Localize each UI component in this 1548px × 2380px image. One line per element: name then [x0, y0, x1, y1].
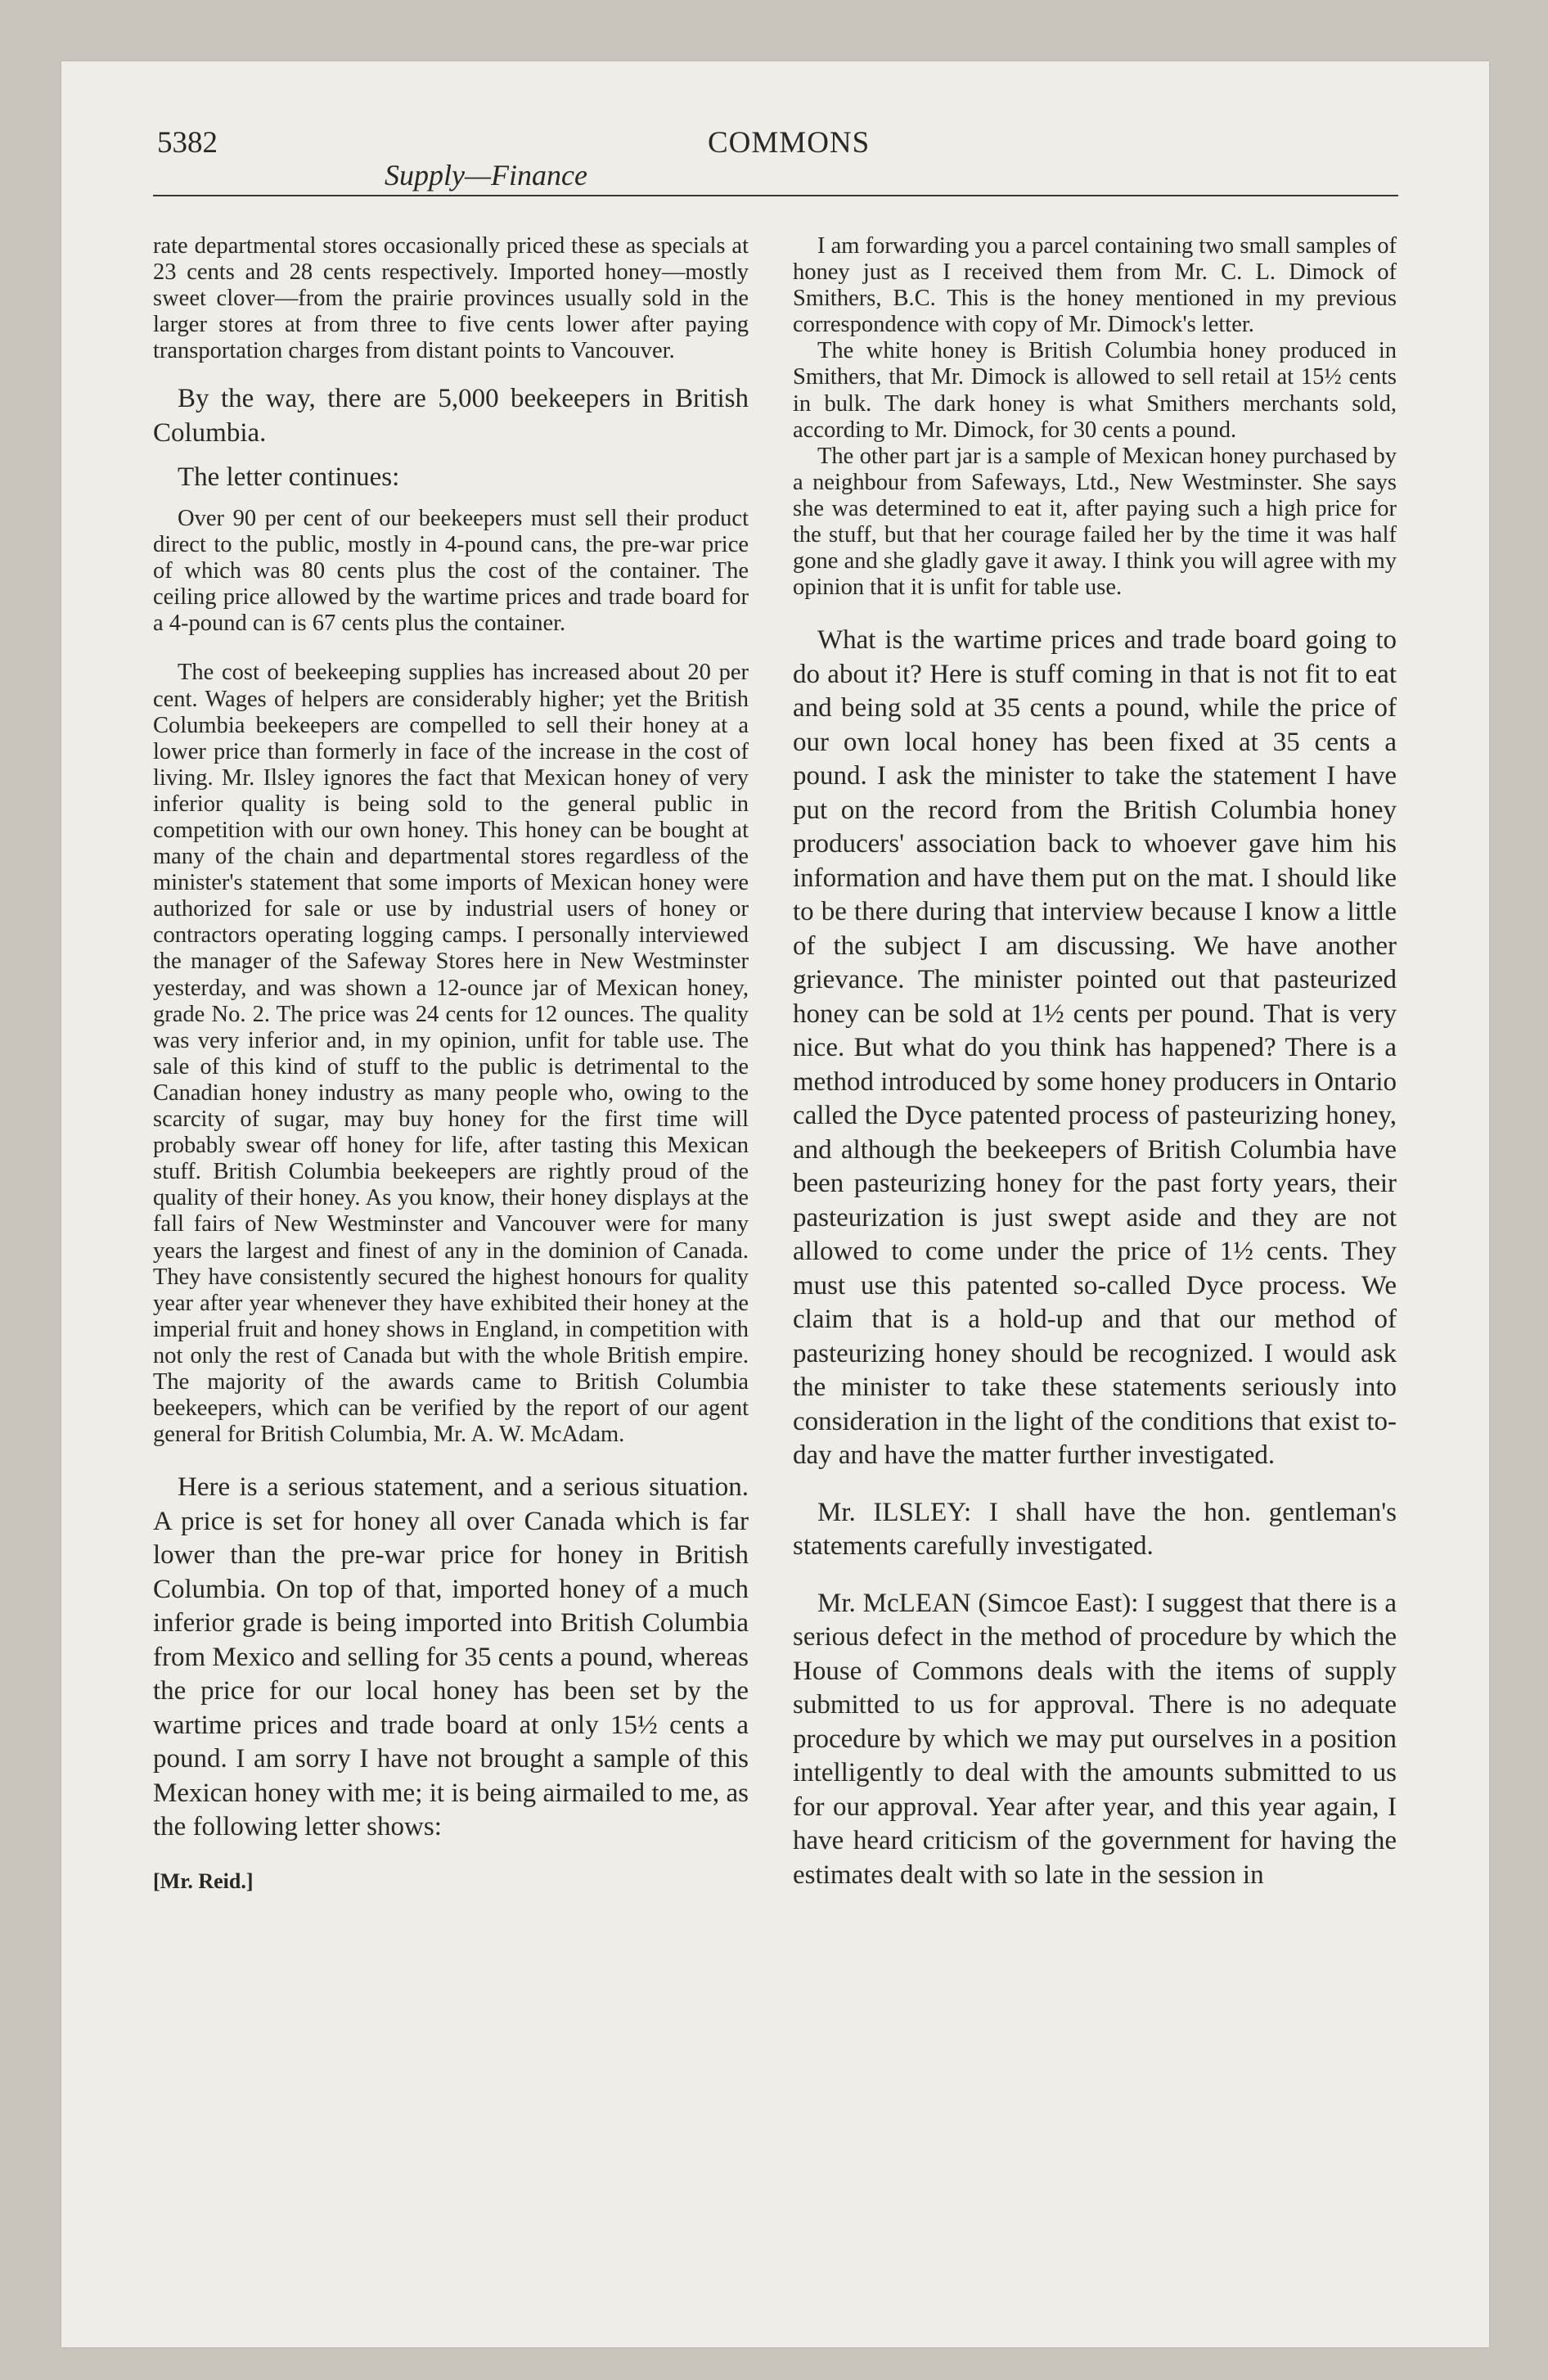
paragraph: What is the wartime prices and trade board going to do about it? Here is stuff coming in that is not fit to eat and being sold at 35 cents a pound, while the price of our own local honey has been fixed at 35 cents a pound. I ask the minister to take the statement I have put on the record from the British Columbia honey producers' association back to whoever gave him his information and have them put on the mat. I should like to be there during that interview because I know a little of the subject I am discussing. We have another grievance. The minister pointed out that pasteurized honey can be sold at 1½ cents per pound. That is very nice. But what do you think has happened? There is a method introduced by some honey producers in Ontario called the Dyce patented process of pasteurizing honey, and although the beekeepers of British Columbia have been pasteurizing honey for the past forty years, their pasteurization is just swept aside and they are not allowed to come under the price of 1½ cents. They must use this patented so-called Dyce process. We claim that is a hold-up and that our method of pasteurizing honey should be recognized. I would ask the minister to take these statements seriously into consideration in the light of the conditions that exist to-day and have the matter further investigated.: [793, 625, 1397, 1471]
paragraph: The letter continues:: [178, 462, 400, 493]
quoted-paragraph: The other part jar is a sample of Mexican honey purchased by a neighbour from Safeways, Ltd., New Westminster. She says she was determined to eat it, after paying such a high price for the stuff, but that her courage failed her by the time it was half gone and she gladly gave it away. I think you will agree with my opinion that it is unfit for table use.: [793, 443, 1397, 601]
paragraph: Mr. ILSLEY: I shall have the hon. gentleman's statements carefully investigated.: [793, 1497, 1397, 1562]
paragraph: rate departmental stores occasionally priced these as specials at 23 cents and 28 cents respectively. Imported honey—mostly sweet clover—from the prairie provinces usually sold in the larger stores at from three to five cents lower after paying transportation charges from distant points to Vancouver.: [153, 233, 749, 364]
page-number: 5382: [157, 126, 218, 160]
speaker-reference: [Mr. Reid.]: [153, 1868, 254, 1893]
paragraph: By the way, there are 5,000 beekeepers in British Columbia.: [153, 384, 749, 448]
quoted-paragraph: Over 90 per cent of our beekeepers must sell their product direct to the public, mostly in 4-pound cans, the pre-war price of which was 80 cents plus the cost of the container. The ceiling price allowed by the wartime prices and trade board for a 4-pound can is 67 cents plus the container.: [153, 505, 749, 637]
page-subtitle: Supply—Finance: [385, 159, 587, 192]
page: [61, 61, 1489, 2347]
left-column: [153, 233, 749, 1894]
paragraph: Mr. McLEAN (Simcoe East): I suggest that there is a serious defect in the method of procedure by which the House of Commons deals with the items of supply submitted to us for approval. There is no adequate procedure by which we may put ourselves in a position intelligently to deal with the amounts submitted to us for our approval. Year after year, and this year again, I have heard criticism of the government for having the estimates dealt with so late in the session in: [793, 1588, 1397, 1890]
quoted-paragraph: The cost of beekeeping supplies has increased about 20 per cent. Wages of helpers are considerably higher; yet the British Columbia beekeepers are compelled to sell their honey at a lower price than formerly in face of the increase in the cost of living. Mr. Ilsley ignores the fact that Mexican honey of very inferior quality is being sold to the general public in competition with our own honey. This honey can be bought at many of the chain and departmental stores regardless of the minister's statement that some imports of Mexican honey were authorized for sale or use by industrial users of honey or contractors operating logging camps. I personally interviewed the manager of the Safeway Stores here in New Westminster yesterday, and was shown a 12-ounce jar of Mexican honey, grade No. 2. The price was 24 cents for 12 ounces. The quality was very inferior and, in my opinion, unfit for table use. The sale of this kind of stuff to the public is detrimental to the Canadian honey industry as many people who, owing to the scarcity of sugar, may buy honey for the first time will probably swear off honey for life, after tasting this Mexican stuff. British Columbia beekeepers are rightly proud of the quality of their honey. As you know, their honey displays at the fall fairs of New Westminster and Vancouver were for many years the largest and finest of any in the dominion of Canada. They have consistently secured the highest honours for quality year after year whenever they have exhibited their honey at the imperial fruit and honey shows in England, in competition with not only the rest of Canada but with the whole British empire. The majority of the awards came to British Columbia beekeepers, which can be verified by the report of our agent general for British Columbia, Mr. A. W. McAdam.: [153, 660, 749, 1448]
header-rule: [153, 195, 1398, 196]
right-column: [793, 233, 1397, 1892]
page-title: COMMONS: [708, 126, 871, 160]
quoted-paragraph: The white honey is British Columbia honey produced in Smithers, that Mr. Dimock is allowed to sell retail at 15½ cents in bulk. The dark honey is what Smithers merchants sold, according to Mr. Dimock, for 30 cents a pound.: [793, 338, 1397, 443]
quoted-paragraph: I am forwarding you a parcel containing two small samples of honey just as I received them from Mr. C. L. Dimock of Smithers, B.C. This is the honey mentioned in my previous correspondence with copy of Mr. Dimock's letter.: [793, 233, 1397, 338]
paragraph: Here is a serious statement, and a serious situation. A price is set for honey all over Canada which is far lower than the pre-war price for honey in British Columbia. On top of that, imported honey of a much inferior grade is being imported into British Columbia from Mexico and selling for 35 cents a pound, whereas the price for our local honey has been set by the wartime prices and trade board at only 15½ cents a pound. I am sorry I have not brought a sample of this Mexican honey with me; it is being airmailed to me, as the following letter shows:: [153, 1472, 749, 1842]
